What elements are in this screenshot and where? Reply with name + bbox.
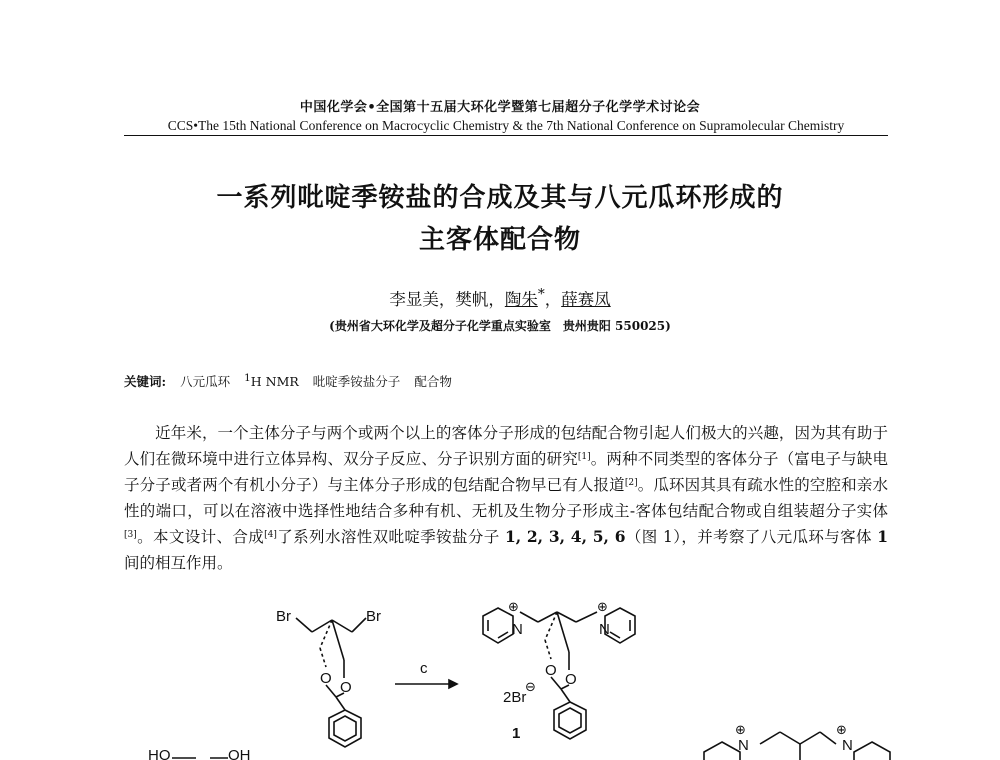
keyword-3: 吡啶季铵盐分子 — [312, 374, 401, 390]
negative-charge: ⊖ — [525, 679, 536, 694]
atom-n-bottom-right: N — [842, 737, 853, 754]
keyword-2 — [244, 374, 299, 389]
bond — [320, 648, 326, 667]
author-separator: ， — [544, 290, 562, 309]
benzene-ring-inner — [559, 708, 581, 733]
author-group-1: 李显美，樊帆， — [389, 290, 505, 309]
atom-br-right: Br — [366, 608, 381, 625]
bond — [336, 697, 345, 710]
para-seg-7: 间的相互作用。 — [124, 554, 233, 572]
atom-n-right: N — [599, 621, 610, 638]
bond — [561, 689, 570, 702]
bond — [545, 612, 557, 640]
ref-1: [1] — [577, 452, 591, 462]
bond — [576, 612, 597, 622]
pyridinium-ring-bottom-right — [854, 742, 890, 760]
atom-ho: HO — [148, 747, 171, 760]
bond — [780, 732, 800, 744]
conference-title-en: CCS•The 15th National Conference on Macrocyclic Chemistry & the 7th National Conference on Supramolecular Chemistry — [124, 118, 888, 136]
para-seg-3: 。瓜环因其具有疏水性的空腔和亲水性的端口，可以在溶液中选择性地结合多种有机、无机及生物分子形成主-客体包结配合物或自组装超分子实体 — [124, 476, 888, 520]
atom-o-upper-product: O — [545, 662, 557, 679]
atom-oh: OH — [228, 747, 251, 760]
paper-title-line1: 一系列吡啶季铵盐的合成及其与八元瓜环形成的 — [216, 183, 784, 213]
keywords-line — [124, 372, 452, 390]
compound-numbers: 1, 2, 3, 4, 5, 6 — [504, 527, 626, 546]
corresponding-mark: * — [537, 286, 545, 303]
ref-3: [3] — [124, 530, 137, 540]
bond — [800, 732, 820, 744]
paper-title-line2: 主客体配合物 — [418, 225, 581, 255]
bond — [760, 732, 780, 744]
atom-o-upper: O — [320, 670, 332, 687]
corresponding-author: 陶朱 — [504, 290, 538, 309]
atom-o-lower-product: O — [565, 671, 577, 688]
benzene-ring-inner — [334, 716, 356, 741]
author-list — [0, 286, 1000, 310]
reaction-scheme — [0, 590, 1000, 760]
para-seg-5: 了系列水溶性双吡啶季铵盐分子 — [276, 528, 505, 546]
arrow-head — [449, 680, 457, 688]
positive-charge-right: ⊕ — [597, 599, 608, 614]
counterion-label: 2Br — [503, 689, 527, 706]
compound-1-ref: 1 — [877, 527, 888, 546]
positive-charge-left: ⊕ — [508, 599, 519, 614]
para-seg-2: 。两种不同类型的客体分子（富电子与缺电子分子或者两个有机小分子）与主体分子形成的包结配合物早已有人报道 — [124, 450, 888, 494]
para-seg-6: （图 1），并考察了八元瓜环与客体 — [625, 528, 878, 546]
bond — [545, 640, 551, 659]
bond — [820, 732, 836, 744]
affiliation: (贵州省大环化学及超分子化学重点实验室 贵州贵阳 550025) — [329, 319, 671, 333]
atom-n-bottom-left: N — [738, 737, 749, 754]
positive-charge-bottom-left: ⊕ — [735, 722, 746, 737]
pyridinium-ring-bottom-left — [704, 742, 740, 760]
bond — [352, 618, 366, 632]
ref-2: [2] — [624, 478, 638, 488]
para-seg-4: 。本文设计、合成 — [136, 528, 265, 546]
keyword-4: 配合物 — [414, 374, 452, 390]
atom-o-lower: O — [340, 679, 352, 696]
author-last: 薛赛凤 — [561, 290, 611, 309]
atom-n-left: N — [512, 621, 523, 638]
atom-br-left: Br — [276, 608, 291, 625]
keyword-2-text: H NMR — [250, 374, 299, 390]
keywords-label: 关键词: — [124, 374, 167, 390]
keyword-1: 八元瓜环 — [180, 374, 231, 390]
reagent-label: c — [420, 660, 428, 677]
intro-paragraph — [124, 420, 888, 576]
bond — [296, 618, 312, 632]
conference-title-cn: 中国化学会•全国第十五届大环化学暨第七届超分子化学学术讨论会 — [299, 100, 701, 115]
ref-4: [4] — [264, 530, 277, 540]
para-seg-1: 近年米，一个主体分子与两个或两个以上的客体分子形成的包结配合物引起人们极大的兴趣，因为其有助于人们在微环境中进行立体异构、双分子反应、分子识别方面的研究 — [124, 424, 888, 468]
keyword-2-superscript: 1 — [244, 372, 251, 384]
compound-label-1: 1 — [512, 725, 521, 742]
positive-charge-bottom-right: ⊕ — [836, 722, 847, 737]
